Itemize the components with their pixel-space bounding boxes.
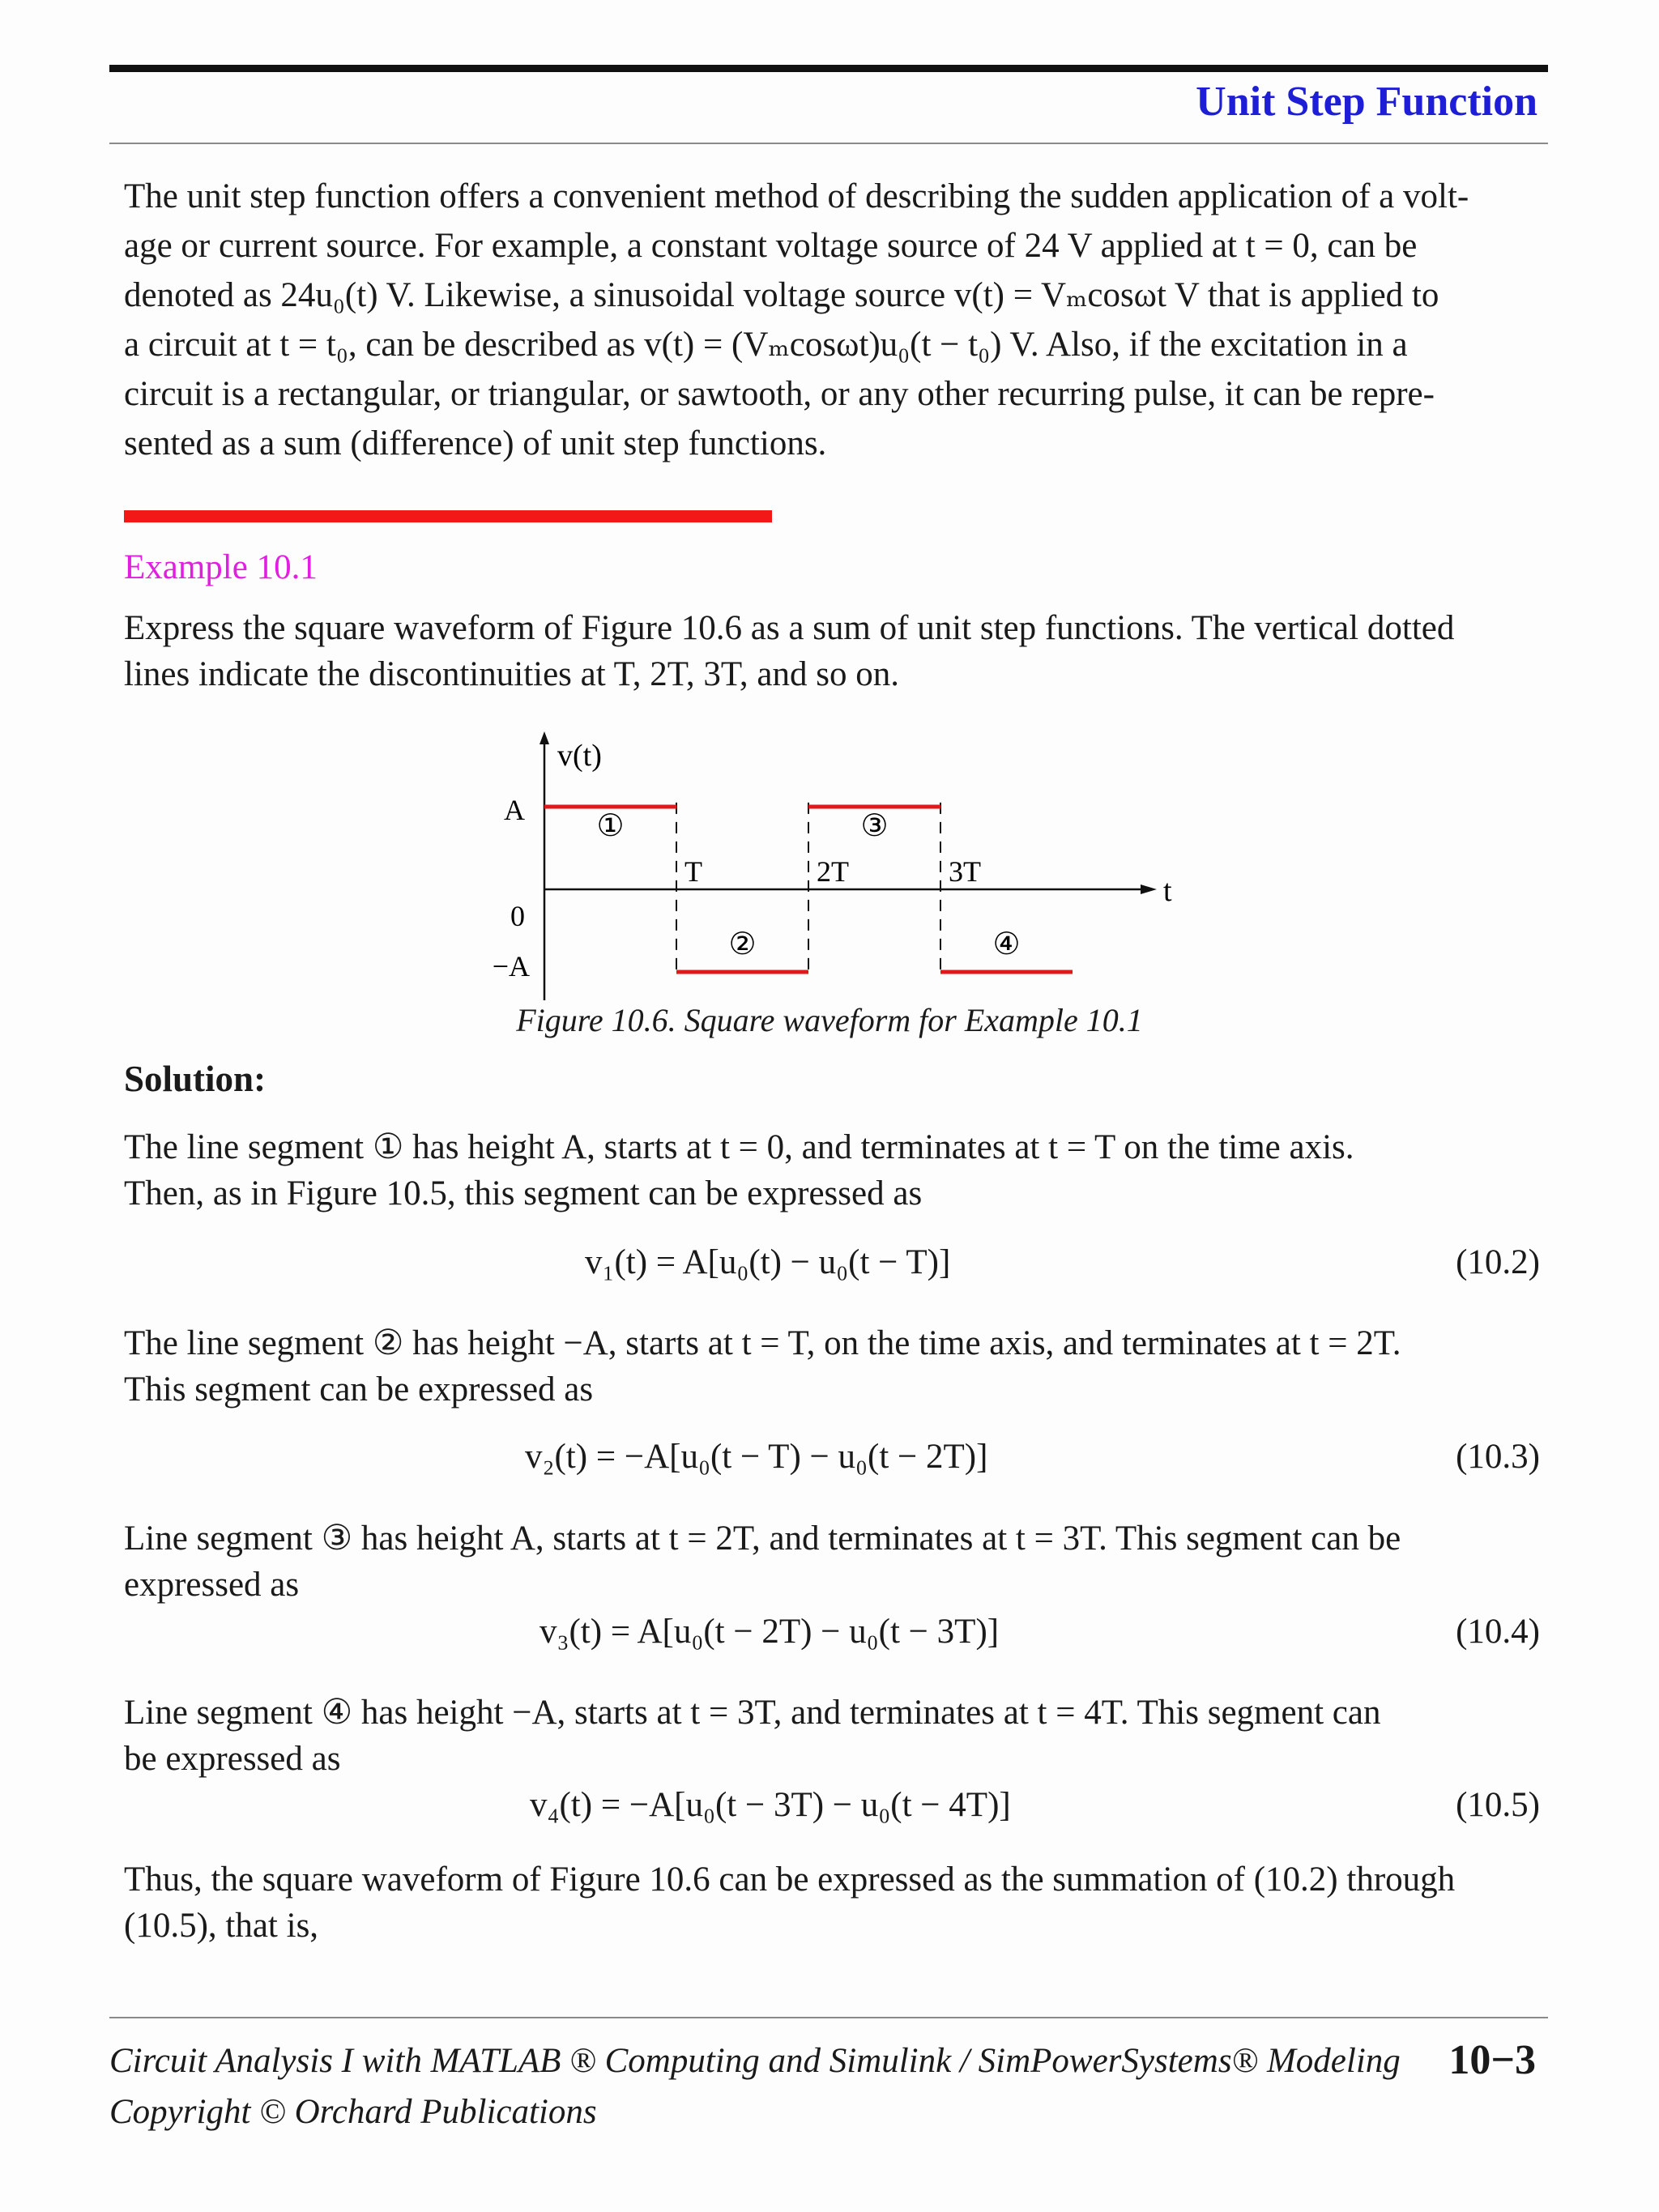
example-line: lines indicate the discontinuities at T, 2T, 3T, and so on.: [124, 655, 899, 693]
y-tick-label-neg-a: −A: [492, 950, 530, 982]
intro-line: a circuit at t = t₀, can be described as v(t) = (Vₘcosωt)u₀(t − t₀) V. Also, if the excitation in a: [124, 326, 1408, 364]
header-divider: [109, 143, 1548, 144]
equation-number-10-4: (10.4): [1456, 1613, 1540, 1651]
figure-caption: Figure 10.6. Square waveform for Example 10.1: [516, 1002, 1143, 1038]
y-axis-arrow: [539, 731, 549, 744]
solution-line: This segment can be expressed as: [124, 1370, 594, 1409]
solution-line: be expressed as: [124, 1740, 341, 1778]
square-waveform-figure: [470, 725, 1199, 1000]
x-axis-arrow: [1141, 884, 1157, 894]
solution-line: Thus, the square waveform of Figure 10.6 can be expressed as the summation of (10.2) through: [124, 1860, 1456, 1899]
intro-paragraph: [124, 172, 1542, 468]
solution-line: Then, as in Figure 10.5, this segment can be expressed as: [124, 1174, 923, 1213]
equation-number-10-5: (10.5): [1456, 1786, 1540, 1824]
x-tick-label: 3T: [949, 855, 981, 888]
example-heading: Example 10.1: [124, 548, 318, 586]
intro-line: The unit step function offers a convenient method of describing the sudden application of a volt-: [124, 177, 1469, 215]
intro-line: sented as a sum (difference) of unit step functions.: [124, 424, 827, 462]
y-tick-label-zero: 0: [510, 900, 525, 932]
equation-10-4: v₃(t) = A[u₀(t − 2T) − u₀(t − 3T)]: [539, 1613, 1000, 1651]
solution-paragraph-3: [124, 1515, 1542, 1608]
example-divider-bar: [124, 510, 772, 522]
solution-line: expressed as: [124, 1566, 300, 1604]
segment-marker: ①: [596, 808, 625, 843]
equation-10-3: v₂(t) = −A[u₀(t − T) − u₀(t − 2T)]: [525, 1438, 988, 1476]
solution-paragraph-1: [124, 1124, 1542, 1217]
intro-line: age or current source. For example, a constant voltage source of 24 V applied at t = 0, can be: [124, 227, 1418, 265]
solution-paragraph-2: [124, 1320, 1542, 1413]
section-title: Unit Step Function: [1196, 79, 1537, 125]
y-axis-label: v(t): [557, 739, 602, 773]
y-tick-label-a: A: [504, 794, 525, 826]
solution-line: Line segment ③ has height A, starts at t = 2T, and terminates at t = 3T. This segment can be: [124, 1519, 1401, 1558]
footer-copyright: Copyright © Orchard Publications: [109, 2093, 597, 2131]
solution-heading: Solution:: [124, 1059, 267, 1099]
equation-number-10-2: (10.2): [1456, 1243, 1540, 1281]
x-axis-label: t: [1163, 874, 1172, 908]
footer-divider: [109, 2017, 1548, 2018]
equation-10-2: v₁(t) = A[u₀(t) − u₀(t − T)]: [585, 1243, 951, 1281]
solution-line: Line segment ④ has height −A, starts at t = 3T, and terminates at t = 4T. This segment can: [124, 1694, 1381, 1732]
equation-10-5: v₄(t) = −A[u₀(t − 3T) − u₀(t − 4T)]: [530, 1786, 1011, 1824]
intro-line: denoted as 24u₀(t) V. Likewise, a sinusoidal voltage source v(t) = Vₘcosωt V that is applied to: [124, 276, 1439, 314]
segment-marker: ④: [992, 926, 1021, 961]
solution-line: The line segment ① has height A, starts at t = 0, and terminates at t = T on the time axis.: [124, 1128, 1354, 1166]
x-tick-label: T: [684, 855, 702, 888]
equation-number-10-3: (10.3): [1456, 1438, 1540, 1476]
solution-line: The line segment ② has height −A, starts at t = T, on the time axis, and terminates at t = 2T.: [124, 1324, 1401, 1362]
example-paragraph: [124, 605, 1542, 697]
page-number: 10−3: [1448, 2037, 1536, 2083]
intro-line: circuit is a rectangular, or triangular, or sawtooth, or any other recurring pulse, it can be repre-: [124, 375, 1435, 413]
solution-paragraph-4: [124, 1690, 1542, 1782]
example-line: Express the square waveform of Figure 10.6 as a sum of unit step functions. The vertical dotted: [124, 609, 1455, 647]
segment-marker: ③: [860, 808, 889, 843]
x-tick-label: 2T: [817, 855, 849, 888]
solution-line: (10.5), that is,: [124, 1907, 319, 1945]
header-rule: [109, 65, 1548, 72]
solution-paragraph-5: [124, 1856, 1542, 1949]
segment-marker: ②: [728, 926, 757, 961]
footer-book-title: Circuit Analysis I with MATLAB ® Computing and Simulink / SimPowerSystems® Modeling: [109, 2042, 1401, 2080]
